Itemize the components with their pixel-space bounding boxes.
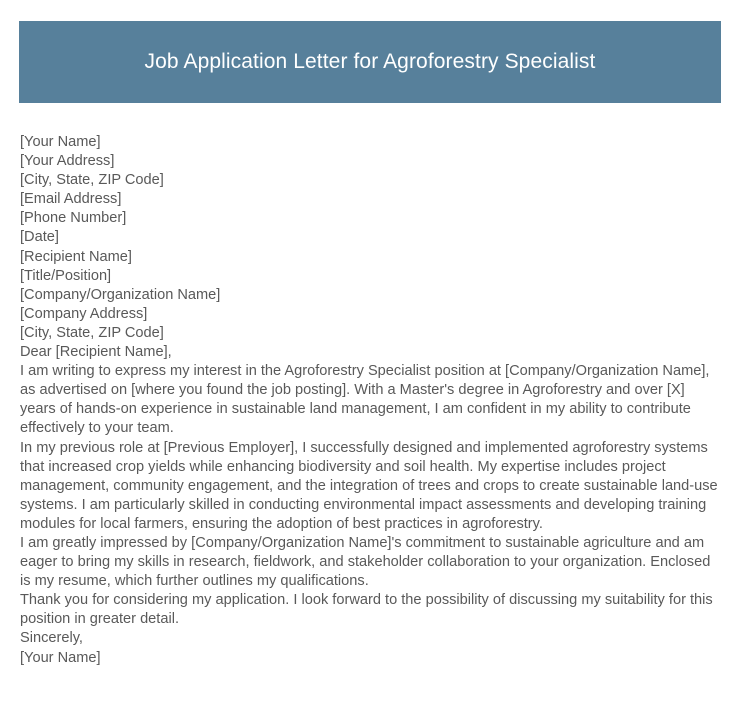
letter-paragraphs xyxy=(20,362,723,629)
recipient-line-company: [Company/Organization Name] xyxy=(20,286,221,303)
sender-line-email: [Email Address] xyxy=(20,191,122,208)
sender-line-date: [Date] xyxy=(20,229,59,246)
paragraph-experience: In my previous role at [Previous Employer], I successfully designed and implemented agroforestry systems that increased crop yields while enhancing biodiversity and soil health. My expertise includes project management, community engagement, and the integration of trees and crops to create sustainable land-use systems. I am particularly skilled in conducting environmental impact assessments and developing training modules for local farmers, ensuring the adoption of best practices in agroforestry. xyxy=(20,439,718,532)
recipient-line-address: [Company Address] xyxy=(20,305,148,322)
recipient-line-name: [Recipient Name] xyxy=(20,248,132,265)
letter-body xyxy=(20,133,723,668)
recipient-line-city-state-zip: [City, State, ZIP Code] xyxy=(20,324,164,341)
sender-line-phone: [Phone Number] xyxy=(20,210,127,227)
closing-salutation: Sincerely, xyxy=(20,630,83,647)
recipient-address-block xyxy=(20,248,723,343)
recipient-line-title: [Title/Position] xyxy=(20,267,112,284)
salutation: Dear [Recipient Name], xyxy=(20,344,172,361)
page-title: Job Application Letter for Agroforestry Specialist xyxy=(144,50,596,74)
paragraph-motivation: I am greatly impressed by [Company/Organization Name]'s commitment to sustainable agriculture and am eager to bring my skills in research, fieldwork, and stakeholder collaboration to your organization. Enclosed is my resume, which further outlines my qualifications. xyxy=(20,534,711,590)
sender-address-block xyxy=(20,133,723,248)
paragraph-intro: I am writing to express my interest in the Agroforestry Specialist position at [Company/Organization Name], as advertised on [where you found the job posting]. With a Master's degree in Agroforestry and over [X] years of hands-on experience in sustainable land management, I am confident in my ability to contribute effectively to your team. xyxy=(20,363,710,437)
letter-header-banner xyxy=(19,21,721,103)
paragraph-closing: Thank you for considering my application. I look forward to the possibility of discussing my suitability for this position in greater detail. xyxy=(20,592,713,628)
sender-line-city-state-zip: [City, State, ZIP Code] xyxy=(20,172,164,189)
sender-line-address: [Your Address] xyxy=(20,153,115,170)
sender-line-name: [Your Name] xyxy=(20,134,101,150)
signature-name: [Your Name] xyxy=(20,649,101,666)
